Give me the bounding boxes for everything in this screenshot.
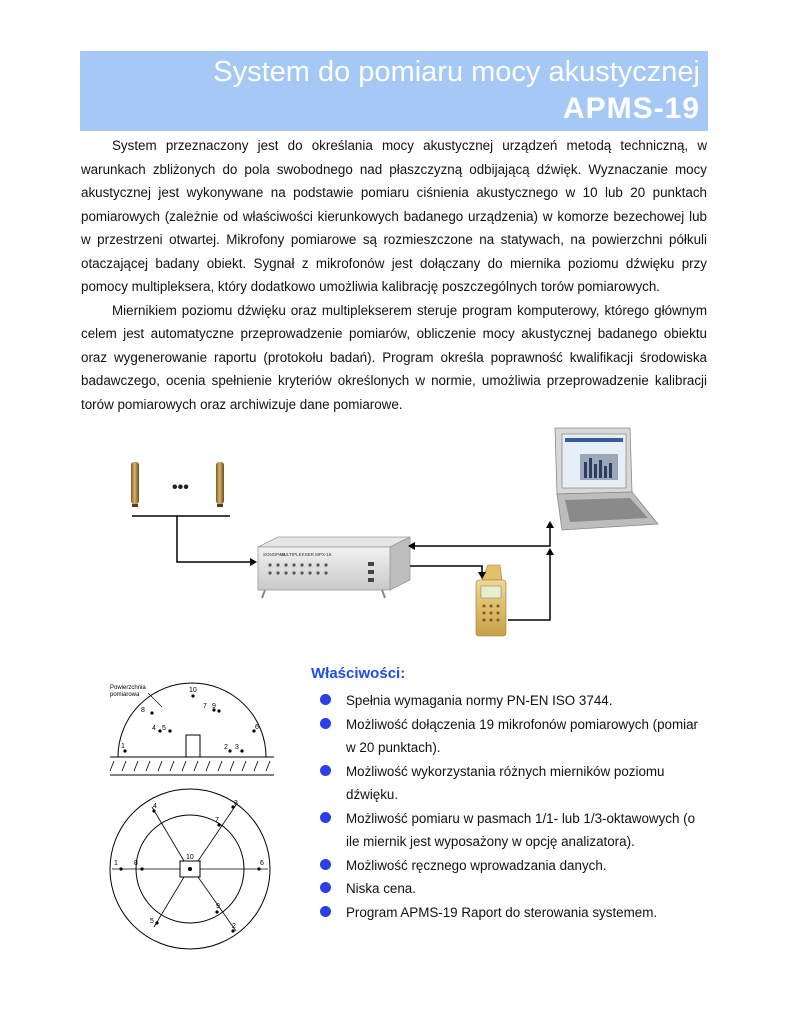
bullet-icon — [320, 906, 331, 917]
mic-to-mux-arrow — [250, 558, 257, 566]
laptop — [555, 428, 658, 530]
surface-label-1: Powierzchnia — [110, 685, 146, 691]
bullet-icon — [320, 859, 331, 870]
hemi-point-2: 2 — [224, 744, 228, 751]
plan-point-4: 4 — [153, 803, 157, 810]
product-name: APMS-19 — [562, 92, 700, 125]
multiplexer-device — [258, 537, 410, 598]
test-object — [186, 735, 200, 757]
hemi-point-10: 10 — [189, 687, 197, 694]
feature-item — [320, 760, 710, 807]
feature-item — [320, 877, 710, 901]
bullet-icon — [320, 812, 331, 823]
plan-point-7: 7 — [215, 817, 219, 824]
page-title: System do pomiaru mocy akustycznej — [213, 56, 700, 88]
microphone-right — [216, 462, 224, 507]
header-banner — [80, 51, 708, 131]
feature-text: Możliwość pomiaru w pasmach 1/1- lub 1/3-oktawowych (o ile miernik jest wyposażony w opcję analizatora). — [346, 810, 696, 849]
bullet-icon — [320, 765, 331, 776]
plan-point-9: 9 — [216, 903, 220, 910]
multiplexer-label: MULTIPLEKSER MPX-16 — [280, 552, 332, 557]
measurement-points-diagram — [100, 675, 300, 955]
intro-paragraph-2: Miernikiem poziomu dźwięku oraz multiplekserem steruje program komputerowy, którego głównym celem jest automatyczne przeprowadzenie pomiarów, obliczenie mocy akustycznej badanego obiektu oraz wygenerowanie raportu (protokołu badań). Program określa poprawność kwalifikacji środowiska badawczego, ocenia spełnienie kryteriów określonych w normie, umożliwia przeprowadzenie kalibracji torów pomiarowych oraz archiwizuje dane pomiarowe. — [81, 302, 707, 412]
plan-point-5: 5 — [150, 918, 154, 925]
hemi-point-8: 8 — [141, 707, 145, 714]
plan-point-3: 3 — [234, 800, 238, 807]
hemi-point-5: 5 — [162, 725, 166, 732]
hemi-point-1: 1 — [121, 743, 125, 750]
features-list — [320, 689, 710, 924]
hemisphere-side-view — [110, 683, 274, 775]
bullet-icon — [320, 694, 331, 705]
plan-point-1: 1 — [114, 860, 118, 867]
hemi-point-6: 6 — [255, 724, 259, 731]
feature-item — [320, 854, 710, 878]
intro-text — [81, 134, 707, 416]
plan-point-10: 10 — [186, 854, 194, 861]
microphones-ellipsis: ••• — [172, 479, 189, 496]
meter-to-laptop-line — [508, 555, 550, 620]
feature-text: Program APMS-19 Raport do sterowania systemem. — [346, 904, 658, 920]
bullet-icon — [320, 882, 331, 893]
feature-text: Spełnia wymagania normy PN-EN ISO 3744. — [346, 693, 613, 708]
plan-point-8: 8 — [134, 860, 138, 867]
intro-paragraph-1: System przeznaczony jest do określania mocy akustycznej urządzeń metodą techniczną, w warunkach zbliżonych do pola swobodnego nad płaszczyzną odbijającą dźwięk. Wyznaczanie mocy akustycznej jest wykonywane na podstawie pomiaru ciśnienia akustycznego w 10 lub 20 punktach pomiarowych (zależnie od właściwości kierunkowych badanego urządzenia) w komorze bezechowej lub w przestrzeni otwartej. Mikrofony pomiarowe są rozmieszczone na statywach, na powierzchni półkuli otaczającej badany obiekt. Sygnał z mikrofonów jest dołączany do miernika poziomu dźwięku przy pomocy multipleksera, który dodatkowo umożliwia kalibrację poszczególnych torów pomiarowych. — [81, 138, 707, 294]
hemi-point-7: 7 — [203, 703, 207, 710]
hemi-point-9: 9 — [212, 703, 216, 710]
hemi-point-3: 3 — [235, 744, 239, 751]
features-heading: Właściwości: — [311, 665, 406, 682]
microphone-left — [131, 462, 139, 507]
feature-item — [320, 713, 710, 760]
plan-point-6: 6 — [260, 860, 264, 867]
surface-label-2: pomiarowa — [110, 692, 140, 698]
feature-item — [320, 689, 710, 713]
mic-to-mux-line — [177, 516, 250, 562]
bullet-icon — [320, 718, 331, 729]
feature-item — [320, 807, 710, 854]
meter-to-laptop-arrow — [546, 548, 554, 555]
mux-to-laptop-arrow — [546, 521, 554, 528]
hemi-point-4: 4 — [152, 725, 156, 732]
feature-text: Niska cena. — [346, 881, 416, 896]
feature-item — [320, 901, 710, 925]
plan-point-2: 2 — [232, 923, 236, 930]
feature-text: Możliwość dołączenia 19 mikrofonów pomiarowych (pomiar w 20 punktach). — [346, 716, 699, 755]
multiplexer-brand: SONOPAN — [263, 552, 286, 557]
laptop-to-mux-line — [415, 528, 550, 546]
feature-text: Możliwość wykorzystania różnych mierników poziomu dźwięku. — [346, 763, 665, 802]
hemisphere-plan-view — [110, 789, 270, 949]
system-diagram — [110, 420, 670, 650]
mux-to-meter-line — [410, 566, 482, 575]
feature-text: Możliwość ręcznego wprowadzania danych. — [346, 857, 607, 873]
